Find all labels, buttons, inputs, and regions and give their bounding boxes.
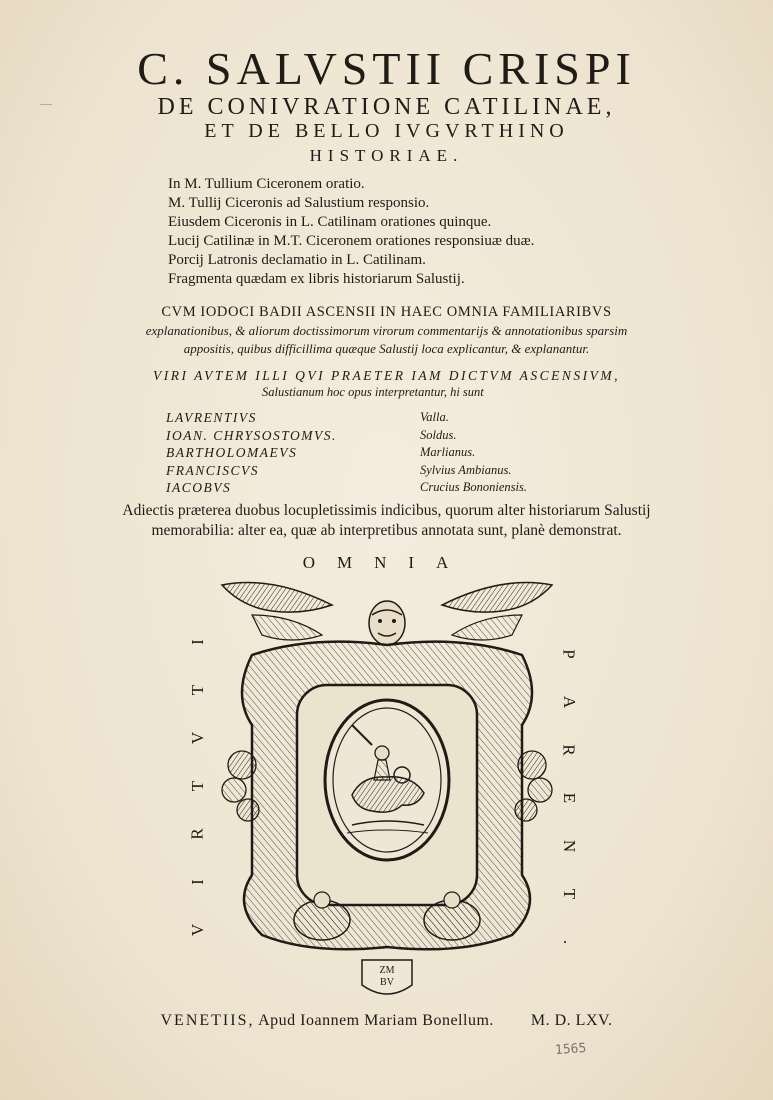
motto-letter: T — [560, 888, 580, 900]
motto-left-vertical — [188, 618, 208, 954]
imprint-year: M. D. LXV. — [530, 1012, 613, 1029]
eagle-left-icon — [222, 583, 332, 641]
motto-letter: E — [560, 792, 580, 804]
title-line-catiline: DE CONIVRATIONE CATILINAE, — [157, 94, 616, 120]
works-item: In M. Tullium Ciceronem oratio. — [168, 176, 365, 192]
printer-device-woodcut — [212, 575, 562, 1005]
interpreters-first-names — [166, 409, 337, 497]
motto-letter: I — [188, 879, 208, 885]
interpreters-heading: VIRI AVTEM ILLI QVI PRAETER IAM DICTVM ASCENSIVM, — [152, 368, 621, 383]
motto-letter: V — [188, 923, 208, 937]
title-line-jugurtha: ET DE BELLO IVGVRTHINO — [204, 120, 569, 142]
motto-letter: N — [560, 839, 580, 853]
motto-top: OMNIA — [302, 553, 471, 572]
commentary-heading: CVM IODOCI BADII ASCENSII IN HAEC OMNIA FAMILIARIBVS — [161, 304, 612, 320]
interpreters-last-names — [420, 409, 527, 497]
interpreter-first: BARTHOLOMAEVS — [166, 445, 298, 460]
interpreters-subheading: Salustianum hoc opus interpretantur, hi sunt — [262, 385, 484, 399]
motto-right-vertical — [560, 630, 580, 966]
imprint-printer: Apud Ioannem Mariam Bonellum. — [258, 1012, 494, 1029]
indices-line: Adiectis præterea duobus locupletissimis indicibus, quorum alter historiarum Salustij — [122, 502, 651, 519]
commentary-line: appositis, quibus difficillima quæque Salustij loca explicantur, & explanantur. — [183, 341, 590, 356]
mask-icon — [369, 601, 405, 645]
motto-letter: I — [188, 639, 208, 645]
motto-letter: R — [560, 744, 580, 756]
works-item: Lucij Catilinæ in M.T. Ciceronem orationes responsiuæ duæ. — [168, 233, 535, 249]
commentary-line: explanationibus, & aliorum doctissimorum virorum commentarijs & annotationibus sparsim — [145, 323, 628, 338]
interpreter-last: Soldus. — [420, 427, 457, 442]
initials-bottom: BV — [380, 977, 394, 988]
works-item: M. Tullij Ciceronis ad Salustium responsio. — [168, 195, 430, 211]
works-list — [168, 175, 534, 289]
interpreter-first: IACOBVS — [166, 480, 232, 495]
interpreter-last: Crucius Bononiensis. — [420, 480, 527, 494]
interpreter-last: Marlianus. — [420, 445, 476, 459]
eagle-right-icon — [442, 583, 552, 641]
motto-letter: R — [188, 828, 208, 840]
title-line-author: C. SALVSTII CRISPI — [137, 43, 636, 94]
works-item: Eiusdem Ciceronis in L. Catilinam orationes quinque. — [168, 214, 492, 230]
motto-letter: A — [560, 695, 580, 709]
initials-top: ZM — [379, 965, 395, 976]
works-item: Porcij Latronis declamatio in L. Catilinam. — [168, 252, 426, 268]
title-line-historiae: HISTORIAE. — [309, 146, 464, 165]
imprint-line — [0, 1012, 773, 1030]
motto-letter: P — [560, 649, 580, 659]
interpreter-first: IOAN. CHRYSOSTOMVS. — [166, 427, 337, 443]
motto-letter: V — [188, 731, 208, 745]
indices-line: memorabilia: alter ea, quæ ab interpretibus annotata sunt, planè demonstrat. — [151, 522, 622, 539]
works-item: Fragmenta quædam ex libris historiarum Salustij. — [168, 271, 465, 287]
interpreter-last: Valla. — [420, 410, 449, 424]
motto-letter: T — [188, 684, 208, 696]
interpreter-last: Sylvius Ambianus. — [420, 462, 512, 477]
motto-letter: T — [188, 780, 208, 792]
handwritten-date: 1565 — [554, 1040, 587, 1059]
motto-letter: . — [560, 939, 580, 945]
interpreter-first: FRANCISCVS — [166, 462, 259, 478]
interpreter-first: LAVRENTIVS — [166, 410, 257, 425]
imprint-city: VENETIIS, — [160, 1012, 255, 1029]
